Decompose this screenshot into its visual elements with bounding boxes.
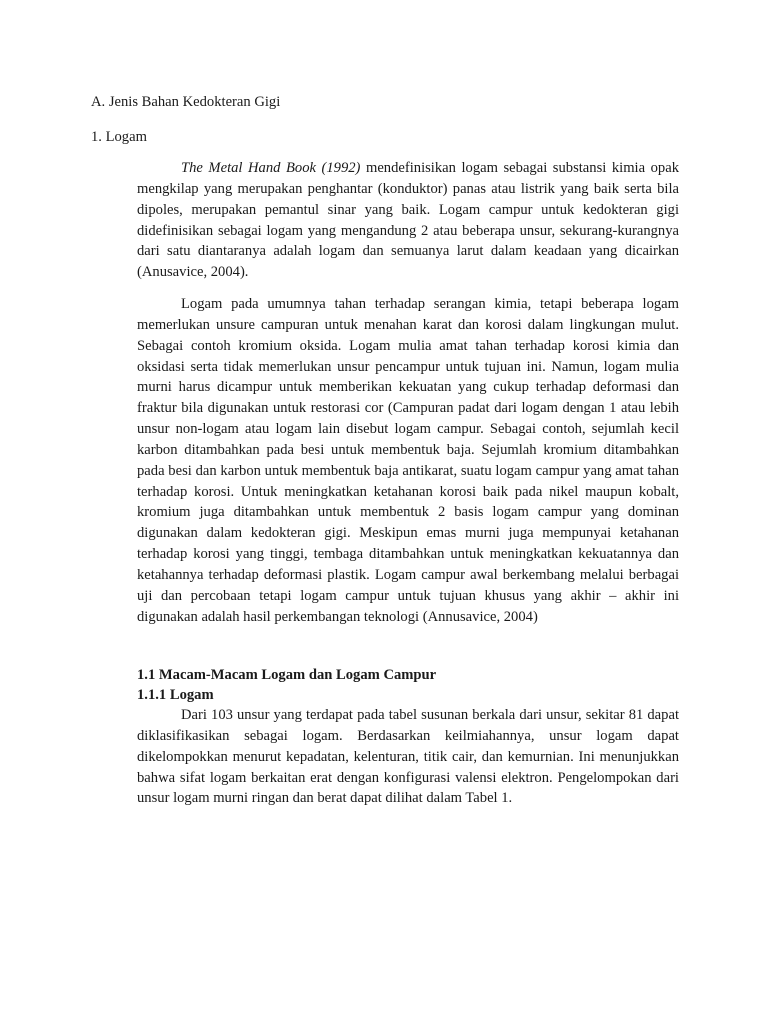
paragraph-metal-classification: Dari 103 unsur yang terdapat pada tabel susunan berkala dari unsur, sekitar 81 dapat diklasifikasikan sebagai logam. Berdasarkan keilmiahannya, unsur logam dapat dikelompokkan menurut kepadatan, kelenturan, titik cair, dan kemurnian. Ini menunjukkan bahwa sifat logam berkaitan erat dengan konfigurasi valensi elektron. Pengelompokan dari unsur logam murni ringan dan berat dapat dilihat dalam Tabel 1. [137,707,679,807]
section-heading: A. Jenis Bahan Kedokteran Gigi [91,94,281,110]
heading-1-1: 1.1 Macam-Macam Logam dan Logam Campur [137,667,437,683]
paragraph-corrosion: Logam pada umumnya tahan terhadap serangan kimia, tetapi beberapa logam memerlukan unsure campuran untuk menahan karat dan korosi dalam lingkungan mulut. Sebagai contoh kromium oksida. Logam mulia amat tahan terhadap korosi kimia dan oksidasi serta tidak memerlukan unsur pencampur untuk tujuan ini. Namun, logam mulia murni harus dicampur untuk memberikan kekuatan yang cukup terhadap deformasi dan fraktur bila digunakan untuk restorasi cor (Campuran padat dari logam dengan 1 atau lebih unsur non-logam atau logam lain disebut logam campur. Sebagai contoh, sejumlah kecil karbon ditambahkan pada besi untuk membentuk baja. Sejumlah kromium ditambahkan pada besi dan karbon untuk membentuk baja antikarat, suatu logam campur yang amat tahan terhadap korosi. Untuk meningkatkan ketahanan korosi baik pada nikel maupun kobalt, kromium juga ditambahkan untuk membentuk 2 basis logam campur yang dominan digunakan dalam kedokteran gigi. Meskipun emas murni juga mempunyai ketahanan terhadap korosi yang tinggi, tembaga ditambahkan untuk meningkatkan kekuatannya dan ketahannya terhadap deformasi plastik. Logam campur awal berkembang melalui berbagai uji dan percobaan tetapi logam campur untuk tujuan khusus yang akhir – akhir ini digunakan adalah hasil perkembangan teknologi (Annusavice, 2004) [137,296,679,625]
paragraph-metal-definition [137,158,679,283]
book-title-italic: The Metal Hand Book (1992) [181,160,361,176]
subsection-heading: 1. Logam [91,129,147,145]
heading-1-1-1: 1.1.1 Logam [137,687,214,703]
paragraph-1-text: mendefinisikan logam sebagai substansi kimia opak mengkilap yang merupakan penghantar (konduktor) panas atau listrik yang baik serta bila dipoles, merupakan pemantul sinar yang baik. Logam campur untuk kedokteran gigi didefinisikan sebagai logam yang mengandung 2 atau beberapa unsur, sekurang-kurangnya dari satu diantaranya adalah logam dan semuanya larut dalam keadaan yang dicairkan (Anusavice, 2004). [137,160,679,281]
